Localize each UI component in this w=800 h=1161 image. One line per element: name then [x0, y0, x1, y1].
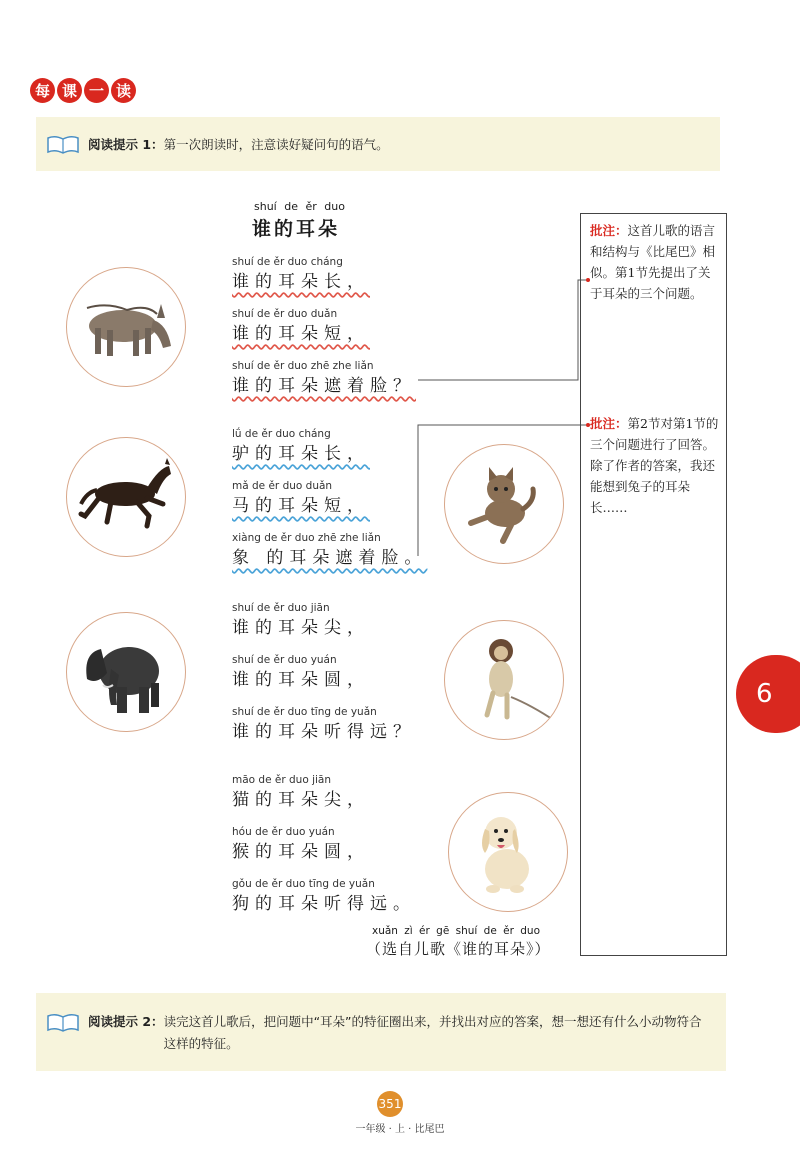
elephant-photo [66, 612, 186, 732]
line-text: 狗的耳朵听得远。 [232, 894, 416, 914]
tip-1-label: 阅读提示 1： [88, 137, 164, 152]
elephant-icon [67, 613, 185, 731]
poem-title: 谁的耳朵 [252, 218, 341, 240]
line-text: 谁的耳朵尖， [232, 618, 370, 638]
reading-tip-2 [36, 993, 726, 1071]
tip-2-text: 读完这首儿歌后，把问题中“耳朵”的特征圈出来，并找出对应的答案，想一想还有什么小动物符合这样的特征。 [163, 1014, 702, 1051]
badge-char: 一 [84, 78, 109, 103]
line-pinyin: lǘ de ěr duo cháng [232, 428, 331, 440]
tip-1-text: 第一次朗读时，注意读好疑问句的语气。 [163, 137, 389, 152]
line-text: 猫的耳朵尖， [232, 790, 370, 810]
tip-2-label: 阅读提示 2： [88, 1014, 164, 1029]
line-text: 谁的耳朵遮着脸？ [232, 376, 416, 396]
puppy-photo [448, 792, 568, 912]
line-pinyin: mǎ de ěr duo duǎn [232, 480, 333, 492]
annotation-1-label: 批注： [590, 223, 628, 238]
monkey-photo [444, 620, 564, 740]
annotation-panel [580, 213, 727, 956]
annotation-2-label: 批注： [590, 416, 628, 431]
line-pinyin: shuí de ěr duo yuán [232, 654, 337, 666]
line-text: 谁的耳朵圆， [232, 670, 370, 690]
line-pinyin: xiàng de ěr duo zhē zhe liǎn [232, 532, 381, 544]
annotation-2 [590, 413, 720, 518]
line-pinyin: māo de ěr duo jiān [232, 774, 332, 786]
annotation-1 [590, 220, 720, 304]
line-text: 象 的耳朵遮着脸。 [232, 548, 428, 568]
line-pinyin: hóu de ěr duo yuán [232, 826, 335, 838]
page-footer: 一年级 · 上 · 比尾巴 [355, 1124, 445, 1135]
line-text: 谁的耳朵长， [232, 272, 370, 292]
line-pinyin: shuí de ěr duo zhē zhe liǎn [232, 360, 374, 372]
line-text: 马的耳朵短， [232, 496, 370, 516]
line-text: 猴的耳朵圆， [232, 842, 370, 862]
annotation-2-text: 第2节对第1节的三个问题进行了回答。除了作者的答案，我还能想到兔子的耳朵长…… [590, 416, 719, 515]
title-pinyin: shuí de ěr duo [254, 200, 345, 213]
horse-photo [66, 437, 186, 557]
line-text: 谁的耳朵听得远？ [232, 722, 416, 742]
monkey-icon [445, 621, 563, 739]
kitten-photo [444, 444, 564, 564]
line-text: 驴的耳朵长， [232, 444, 370, 464]
poem-source: （选自儿歌《谁的耳朵》） [366, 940, 551, 958]
line-text: 谁的耳朵短， [232, 324, 370, 344]
line-pinyin: shuí de ěr duo cháng [232, 256, 343, 268]
dog-icon [449, 793, 567, 911]
cat-icon [445, 445, 563, 563]
source-pinyin: xuǎn zì ér gē shuí de ěr duo [372, 925, 540, 937]
badge-char: 每 [30, 78, 55, 103]
donkey-icon [67, 268, 185, 386]
horse-icon [67, 438, 185, 556]
page-number: 351 [377, 1091, 403, 1117]
line-pinyin: shuí de ěr duo duǎn [232, 308, 338, 320]
badge-char: 课 [57, 78, 82, 103]
donkey-photo [66, 267, 186, 387]
line-pinyin: shuí de ěr duo tīng de yuǎn [232, 706, 377, 718]
line-pinyin: shuí de ěr duo jiān [232, 602, 330, 614]
open-book-icon [46, 1011, 80, 1033]
annotation-1-text: 这首儿歌的语言和结构与《比尾巴》相似。第1节先提出了关于耳朵的三个问题。 [590, 223, 716, 301]
badge-char: 读 [111, 78, 136, 103]
line-pinyin: gǒu de ěr duo tīng de yuǎn [232, 878, 375, 890]
chapter-tab: 6 [736, 655, 800, 733]
